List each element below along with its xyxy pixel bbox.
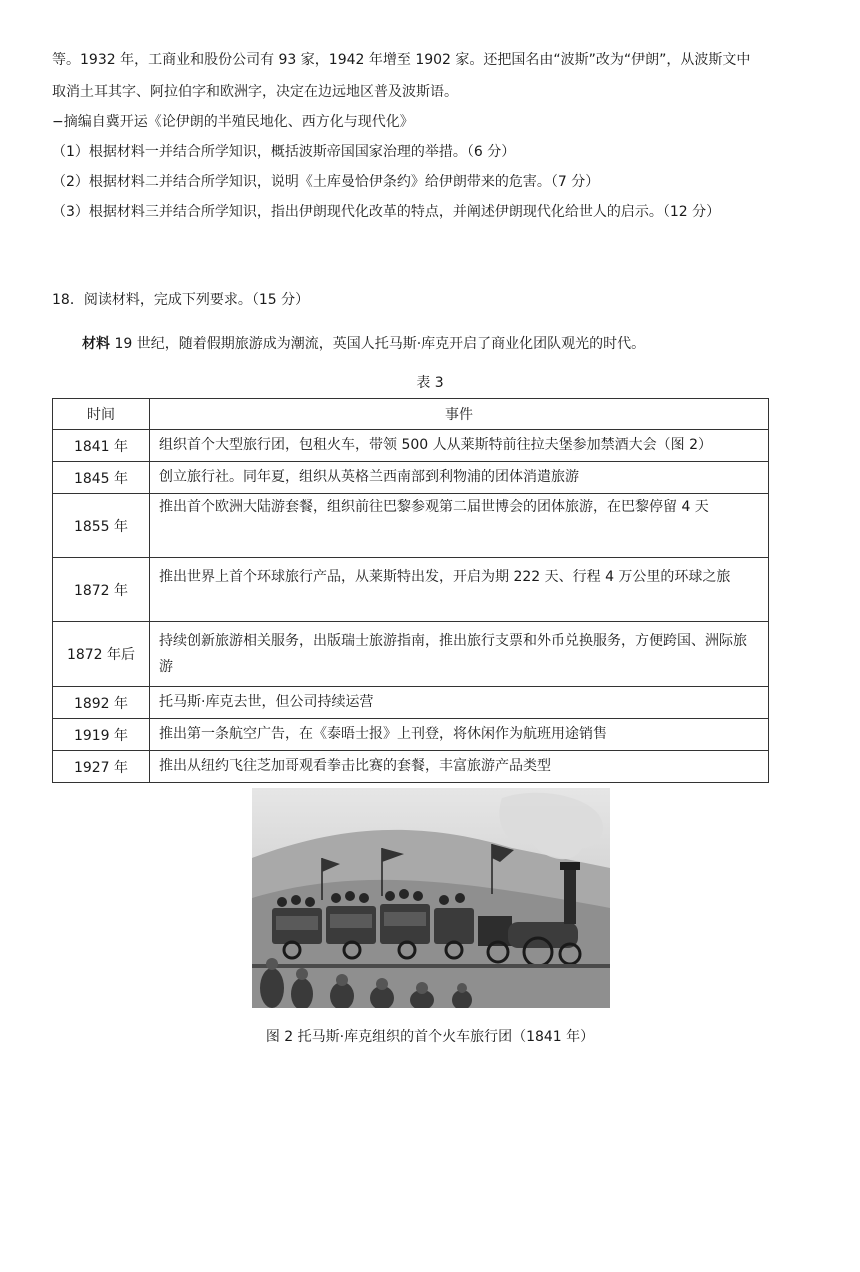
table-caption: 表 3: [416, 375, 444, 391]
table-row: [53, 719, 769, 751]
source-citation: −摘编自冀开运《论伊朗的半殖民地化、西方化与现代化》: [52, 114, 414, 130]
row-event: 托马斯·库克去世，但公司持续运营: [150, 687, 769, 719]
table-row: [53, 430, 769, 462]
table-row: [53, 622, 769, 687]
row-event: 推出世界上首个环球旅行产品，从莱斯特出发，开启为期 222 天、行程 4 万公里的环球之旅: [150, 558, 769, 622]
row-time: 1892 年: [53, 687, 150, 719]
table-header-row: [53, 399, 769, 430]
sub-question-2: （2）根据材料二并结合所学知识，说明《土库曼恰伊条约》给伊朗带来的危害。（7 分）: [52, 174, 600, 190]
intro-line-1: 等。1932 年，工商业和股份公司有 93 家，1942 年增至 1902 家。还把国名由“波斯”改为“伊朗”，从波斯文中: [52, 52, 751, 68]
intro-line-2: 取消土耳其字、阿拉伯字和欧洲字，决定在边远地区普及波斯语。: [52, 84, 458, 100]
material-text: 19 世纪，随着假期旅游成为潮流，英国人托马斯·库克开启了商业化团队观光的时代。: [110, 336, 646, 352]
row-event: 组织首个大型旅行团，包租火车，带领 500 人从莱斯特前往拉夫堡参加禁酒大会（图 2）: [150, 430, 769, 462]
row-time: 1872 年后: [53, 622, 150, 687]
row-event: 推出从纽约飞往芝加哥观看拳击比赛的套餐，丰富旅游产品类型: [150, 751, 769, 783]
header-event: 事件: [150, 399, 769, 430]
material-label: 材料: [82, 336, 110, 352]
row-time: 1845 年: [53, 462, 150, 494]
row-time: 1872 年: [53, 558, 150, 622]
train-illustration: [252, 788, 610, 1008]
row-event: 推出第一条航空广告，在《泰晤士报》上刊登，将休闲作为航班用途销售: [150, 719, 769, 751]
events-table: [52, 398, 769, 783]
row-time: 1855 年: [53, 494, 150, 558]
table-row: [53, 462, 769, 494]
row-time: 1919 年: [53, 719, 150, 751]
table-row: [53, 687, 769, 719]
header-time: 时间: [53, 399, 150, 430]
sub-question-3: （3）根据材料三并结合所学知识，指出伊朗现代化改革的特点，并阐述伊朗现代化给世人的启示。（12 分）: [52, 204, 721, 220]
question-18-title: 18．阅读材料，完成下列要求。（15 分）: [52, 292, 310, 308]
row-event: 创立旅行社。同年夏，组织从英格兰西南部到利物浦的团体消遣旅游: [150, 462, 769, 494]
figure-caption: 图 2 托马斯·库克组织的首个火车旅行团（1841 年）: [265, 1029, 595, 1045]
row-time: 1841 年: [53, 430, 150, 462]
table-row: [53, 558, 769, 622]
row-time: 1927 年: [53, 751, 150, 783]
table-row: [53, 494, 769, 558]
row-event: 持续创新旅游相关服务，出版瑞士旅游指南，推出旅行支票和外币兑换服务，方便跨国、洲际旅游: [150, 622, 769, 687]
sub-question-1: （1）根据材料一并结合所学知识，概括波斯帝国国家治理的举措。（6 分）: [52, 144, 516, 160]
material-paragraph: [82, 334, 645, 354]
row-event: 推出首个欧洲大陆游套餐，组织前往巴黎参观第二届世博会的团体旅游，在巴黎停留 4 天: [150, 494, 769, 558]
table-row: [53, 751, 769, 783]
